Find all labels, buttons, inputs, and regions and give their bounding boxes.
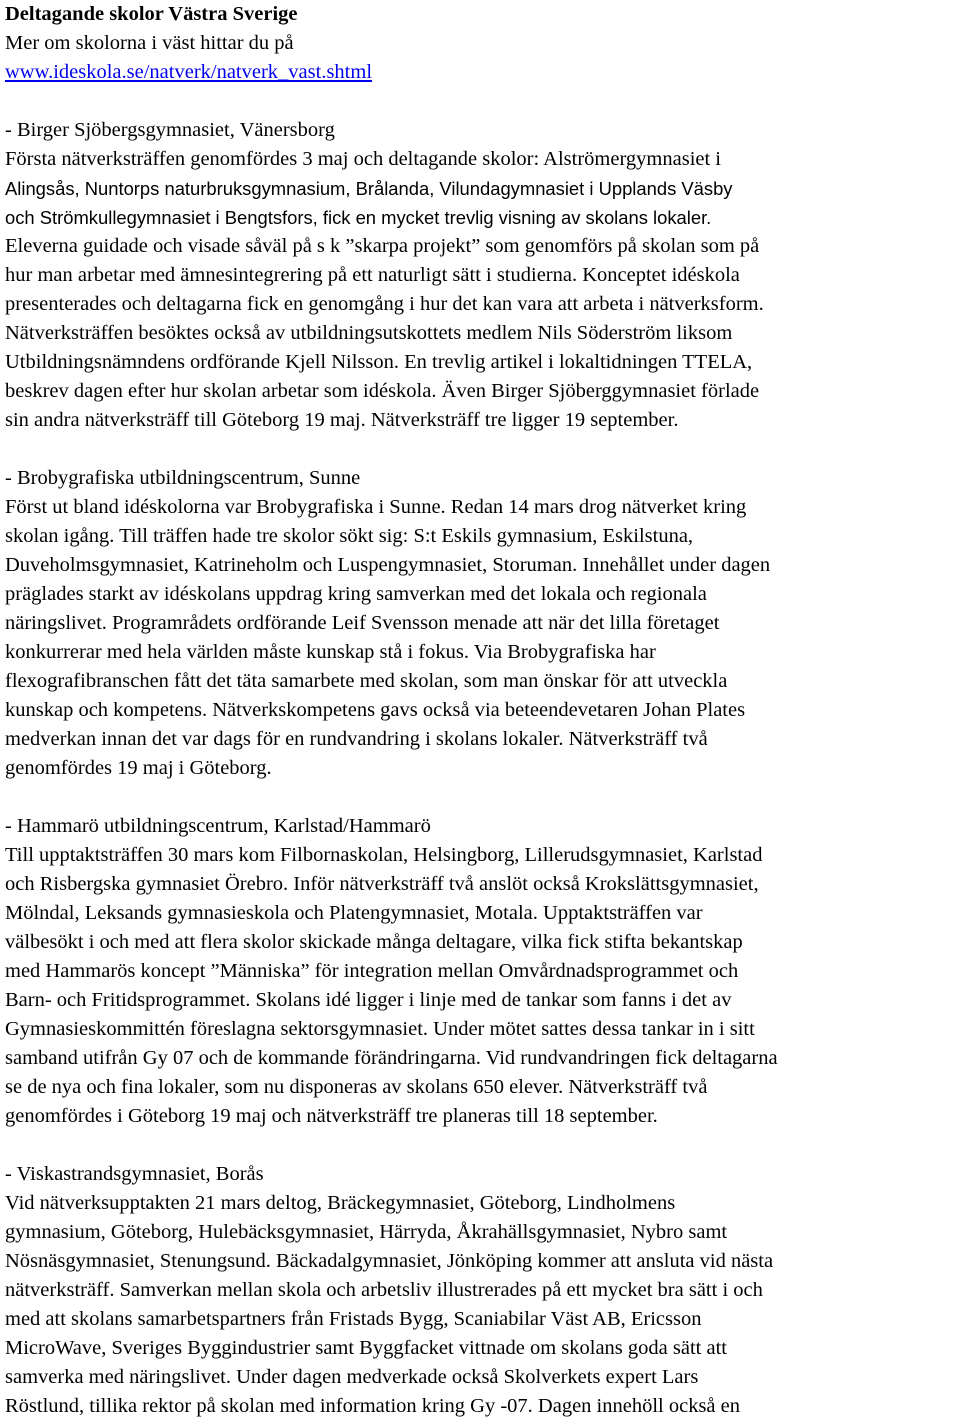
sections-container (5, 116, 960, 1421)
paragraph-line: gymnasium, Göteborg, Hulebäcksgymnasiet, Härryda, Åkrahällsgymnasiet, Nybro samt (5, 1221, 728, 1243)
paragraph-line: Mölndal, Leksands gymnasieskola och Platengymnasiet, Motala. Upptaktsträffen var (5, 902, 703, 924)
document-page (5, 0, 960, 1421)
section-heading: - Brobygrafiska utbildningscentrum, Sunne (5, 467, 361, 489)
paragraph-line: Barn- och Fritidsprogrammet. Skolans idé ligger i linje med de tankar som fanns i det av (5, 989, 732, 1011)
paragraph-line: präglades starkt av idéskolans uppdrag kring samverkan med det lokala och regionala (5, 583, 707, 605)
paragraph-line: flexografibranschen fått det täta samarbete med skolan, som man önskar för att utveckla (5, 670, 728, 692)
paragraph-line: nätverksträff. Samverkan mellan skola och arbetsliv illustrerades på ett mycket bra sätt i och (5, 1279, 763, 1301)
paragraph-line: Utbildningsnämndens ordförande Kjell Nilsson. En trevlig artikel i lokaltidningen TTELA, (5, 351, 753, 373)
section-heading: - Viskastrandsgymnasiet, Borås (5, 1163, 264, 1185)
paragraph-line: MicroWave, Sveriges Byggindustrier samt Byggfacket vittnade om skolans goda sätt att (5, 1337, 727, 1359)
paragraph-line: med Hammarös koncept ”Människa” för integration mellan Omvårdnadsprogrammet och (5, 960, 739, 982)
paragraph-line: sin andra nätverksträff till Göteborg 19 maj. Nätverksträff tre ligger 19 september. (5, 409, 679, 431)
spacer (5, 783, 960, 812)
paragraph-line: kunskap och kompetens. Nätverkskompetens gavs också via beteendevetaren Johan Plates (5, 699, 746, 721)
spacer (5, 87, 960, 116)
paragraph-line: genomfördes 19 maj i Göteborg. (5, 757, 272, 779)
paragraph-line: Nätverksträffen besöktes också av utbildningsutskottets medlem Nils Söderström liksom (5, 322, 733, 344)
paragraph-line: välbesökt i och med att flera skolor skickade många deltagare, vilka fick stifta bekantskap (5, 931, 743, 953)
paragraph-line: se de nya och fina lokaler, som nu disponeras av skolans 650 elever. Nätverksträff två (5, 1076, 708, 1098)
page-title: Deltagande skolor Västra Sverige (5, 3, 298, 25)
school-section (5, 1160, 960, 1421)
paragraph-line: Duveholmsgymnasiet, Katrineholm och Luspengymnasiet, Storuman. Innehållet under dagen (5, 554, 771, 576)
paragraph-line: medverkan innan det var dags för en rundvandring i skolans lokaler. Nätverksträff två (5, 728, 708, 750)
paragraph-line: genomfördes i Göteborg 19 maj och nätverksträff tre planeras till 18 september. (5, 1105, 658, 1127)
paragraph-line: Första nätverksträffen genomfördes 3 maj och deltagande skolor: Alströmergymnasiet i (5, 148, 721, 170)
paragraph-line: med att skolans samarbetspartners från Fristads Bygg, Scaniabilar Väst AB, Ericsson (5, 1308, 702, 1330)
paragraph-line: Eleverna guidade och visade såväl på s k ”skarpa projekt” som genomförs på skolan som på (5, 235, 760, 257)
paragraph-line: Nösnäsgymnasiet, Stenungsund. Bäckadalgymnasiet, Jönköping kommer att ansluta vid nästa (5, 1250, 774, 1272)
intro-text: Mer om skolorna i väst hittar du på (5, 32, 294, 54)
paragraph-line: presenterades och deltagarna fick en genomgång i hur det kan vara att arbeta i nätverksform. (5, 293, 764, 315)
paragraph-line: hur man arbetar med ämnesintegrering på ett naturligt sätt i studierna. Konceptet idéskola (5, 264, 740, 286)
paragraph-line: Först ut bland idéskolorna var Brobygrafiska i Sunne. Redan 14 mars drog nätverket kring (5, 496, 747, 518)
paragraph-line: Alingsås, Nuntorps naturbruksgymnasium, Brålanda, Vilundagymnasiet i Upplands Väsby (5, 178, 733, 199)
paragraph-line: näringslivet. Programrådets ordförande Leif Svensson menade att när det lilla företaget (5, 612, 720, 634)
paragraph-line: Vid nätverksupptakten 21 mars deltog, Bräckegymnasiet, Göteborg, Lindholmens (5, 1192, 676, 1214)
spacer (5, 435, 960, 464)
paragraph-line: Gymnasieskommittén föreslagna sektorsgymnasiet. Under mötet sattes dessa tankar in i sitt (5, 1018, 755, 1040)
section-heading: - Hammarö utbildningscentrum, Karlstad/Hammarö (5, 815, 431, 837)
paragraph-line: Till upptaktsträffen 30 mars kom Filbornaskolan, Helsingborg, Lillerudsgymnasiet, Karlstad (5, 844, 763, 866)
paragraph-line: skolan igång. Till träffen hade tre skolor sökt sig: S:t Eskils gymnasium, Eskilstuna, (5, 525, 694, 547)
school-section (5, 464, 960, 783)
paragraph-line: samband utifrån Gy 07 och de kommande förändringarna. Vid rundvandringen fick deltagarna (5, 1047, 778, 1069)
school-section (5, 812, 960, 1131)
spacer (5, 1131, 960, 1160)
paragraph-line: konkurrerar med hela världen måste kunskap stå i fokus. Via Brobygrafiska har (5, 641, 656, 663)
section-heading: - Birger Sjöbergsgymnasiet, Vänersborg (5, 119, 335, 141)
paragraph-line: Röstlund, tillika rektor på skolan med information kring Gy -07. Dagen innehöll också en (5, 1395, 741, 1417)
school-section (5, 116, 960, 435)
paragraph-line: och Risbergska gymnasiet Örebro. Inför nätverksträff två anslöt också Krokslättsgymnasiet, (5, 873, 759, 895)
paragraph-line: och Strömkullegymnasiet i Bengtsfors, fick en mycket trevlig visning av skolans lokaler. (5, 207, 712, 228)
network-link[interactable]: www.ideskola.se/natverk/natverk_vast.shtml (5, 61, 373, 83)
paragraph-line: samverka med näringslivet. Under dagen medverkade också Skolverkets expert Lars (5, 1366, 699, 1388)
paragraph-line: beskrev dagen efter hur skolan arbetar som idéskola. Även Birger Sjöberggymnasiet förlade (5, 380, 760, 402)
